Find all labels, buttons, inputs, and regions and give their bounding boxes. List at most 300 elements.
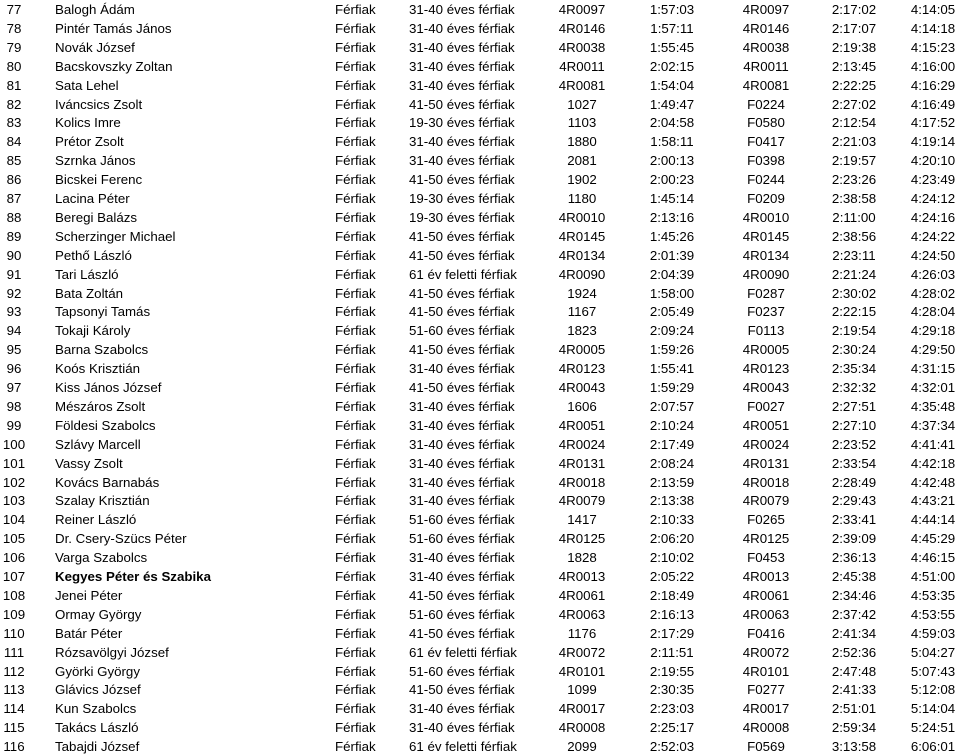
second-leg-time-cell: 2:30:02	[831, 285, 877, 301]
name-cell: Kegyes Péter és Szabika	[55, 569, 211, 584]
second-leg-time-cell: 2:29:43	[831, 493, 877, 509]
table-row	[0, 491, 960, 510]
gender-cell: Férfiak	[335, 531, 376, 547]
first-leg-time-cell: 2:06:20	[649, 531, 695, 547]
category-cell: 61 év feletti férfiak	[409, 739, 517, 755]
first-leg-id-cell: 1880	[567, 134, 597, 150]
table-row	[0, 435, 960, 454]
rank-cell: 100	[2, 436, 26, 452]
second-leg-id-cell: F0398	[747, 153, 785, 169]
first-leg-id-cell: 1027	[567, 96, 597, 112]
category-cell: 51-60 éves férfiak	[409, 663, 515, 679]
second-leg-id-cell: 4R0018	[742, 474, 790, 490]
first-leg-time-cell: 2:13:38	[649, 493, 695, 509]
total-time-cell: 4:53:55	[910, 606, 956, 622]
first-leg-id-cell: 1176	[567, 625, 597, 641]
first-leg-time-cell: 2:52:03	[649, 739, 695, 755]
first-leg-id-cell: 1606	[567, 398, 597, 414]
name-cell: Györki György	[55, 663, 140, 679]
rank-cell: 82	[6, 96, 22, 112]
first-leg-time-cell: 1:58:11	[650, 134, 694, 150]
rank-cell: 91	[6, 266, 22, 282]
second-leg-time-cell: 2:11:00	[832, 209, 876, 225]
gender-cell: Férfiak	[335, 512, 376, 528]
category-cell: 41-50 éves férfiak	[409, 172, 515, 188]
second-leg-time-cell: 2:13:45	[831, 58, 877, 74]
rank-cell: 85	[6, 153, 22, 169]
total-time-cell: 4:51:00	[910, 569, 956, 584]
category-cell: 31-40 éves férfiak	[409, 436, 515, 452]
second-leg-id-cell: 4R0008	[742, 720, 790, 736]
rank-cell: 96	[6, 361, 22, 377]
second-leg-id-cell: 4R0017	[742, 701, 790, 717]
total-time-cell: 4:41:41	[910, 436, 956, 452]
rank-cell: 104	[2, 512, 26, 528]
gender-cell: Férfiak	[335, 228, 376, 244]
first-leg-id-cell: 4R0090	[558, 266, 606, 282]
second-leg-time-cell: 2:27:02	[831, 96, 877, 112]
table-row	[0, 57, 960, 76]
first-leg-time-cell: 1:55:41	[649, 361, 695, 377]
first-leg-id-cell: 2099	[567, 739, 597, 755]
total-time-cell: 4:16:29	[910, 77, 956, 93]
category-cell: 41-50 éves férfiak	[409, 342, 515, 358]
second-leg-id-cell: 4R0011	[743, 58, 789, 74]
first-leg-id-cell: 4R0005	[558, 342, 606, 358]
name-cell: Kun Szabolcs	[55, 701, 137, 717]
second-leg-time-cell: 2:38:58	[831, 191, 877, 206]
total-time-cell: 4:24:22	[910, 228, 956, 244]
first-leg-id-cell: 4R0123	[558, 361, 606, 377]
table-row	[0, 189, 960, 208]
first-leg-id-cell: 4R0008	[558, 720, 606, 736]
first-leg-time-cell: 1:59:26	[649, 342, 695, 358]
total-time-cell: 4:19:14	[910, 134, 956, 150]
first-leg-id-cell: 1828	[567, 550, 597, 566]
name-cell: Tari László	[55, 266, 119, 282]
second-leg-id-cell: 4R0072	[742, 644, 790, 660]
first-leg-time-cell: 1:49:47	[649, 96, 695, 112]
table-row	[0, 378, 960, 397]
first-leg-time-cell: 2:11:51	[650, 644, 694, 660]
first-leg-id-cell: 4R0038	[558, 39, 606, 55]
table-row	[0, 265, 960, 284]
second-leg-id-cell: 4R0051	[742, 417, 790, 433]
category-cell: 31-40 éves férfiak	[409, 398, 515, 414]
category-cell: 31-40 éves férfiak	[409, 77, 515, 93]
gender-cell: Férfiak	[335, 58, 376, 74]
name-cell: Prétor Zsolt	[55, 134, 124, 150]
second-leg-time-cell: 2:27:10	[831, 417, 877, 433]
name-cell: Novák József	[55, 39, 135, 55]
first-leg-time-cell: 1:45:26	[649, 228, 695, 244]
rank-cell: 102	[2, 474, 26, 490]
first-leg-id-cell: 1099	[567, 682, 597, 698]
rank-cell: 110	[3, 625, 25, 641]
table-row	[0, 246, 960, 265]
name-cell: Rózsavölgyi József	[55, 644, 169, 660]
total-time-cell: 4:24:12	[910, 191, 956, 206]
first-leg-id-cell: 1103	[567, 115, 597, 131]
name-cell: Tokaji Károly	[55, 323, 131, 339]
first-leg-id-cell: 4R0125	[558, 531, 606, 547]
total-time-cell: 4:42:18	[910, 455, 956, 471]
first-leg-id-cell: 4R0013	[558, 569, 606, 584]
total-time-cell: 5:07:43	[910, 663, 956, 679]
category-cell: 31-40 éves férfiak	[409, 2, 515, 17]
rank-cell: 109	[2, 606, 26, 622]
rank-cell: 98	[6, 398, 22, 414]
table-row	[0, 397, 960, 416]
first-leg-time-cell: 1:57:11	[650, 20, 694, 36]
table-row	[0, 662, 960, 681]
total-time-cell: 4:14:05	[910, 2, 956, 17]
first-leg-time-cell: 2:25:17	[649, 720, 695, 736]
gender-cell: Férfiak	[335, 247, 376, 263]
gender-cell: Férfiak	[335, 20, 376, 36]
second-leg-id-cell: 4R0101	[742, 663, 790, 679]
first-leg-time-cell: 2:17:49	[649, 436, 695, 452]
second-leg-id-cell: 4R0097	[742, 2, 790, 17]
name-cell: Bacskovszky Zoltan	[55, 58, 173, 74]
table-row	[0, 605, 960, 624]
name-cell: Ormay György	[55, 606, 142, 622]
total-time-cell: 5:24:51	[910, 720, 956, 736]
category-cell: 41-50 éves férfiak	[409, 625, 515, 641]
rank-cell: 115	[3, 720, 25, 736]
name-cell: Tabajdi József	[55, 739, 140, 755]
name-cell: Koós Krisztián	[55, 361, 140, 377]
second-leg-time-cell: 2:23:26	[831, 172, 877, 188]
total-time-cell: 6:06:01	[910, 739, 956, 755]
category-cell: 31-40 éves férfiak	[409, 720, 515, 736]
name-cell: Iváncsics Zsolt	[55, 96, 143, 112]
category-cell: 41-50 éves férfiak	[409, 247, 515, 263]
category-cell: 19-30 éves férfiak	[409, 115, 515, 131]
first-leg-time-cell: 2:04:39	[649, 266, 695, 282]
second-leg-id-cell: 4R0125	[742, 531, 790, 547]
name-cell: Szrnka János	[55, 153, 136, 169]
second-leg-id-cell: F0417	[747, 134, 785, 150]
second-leg-time-cell: 2:17:07	[831, 20, 877, 36]
first-leg-time-cell: 2:00:13	[649, 153, 695, 169]
rank-cell: 99	[6, 417, 22, 433]
first-leg-time-cell: 2:01:39	[649, 247, 695, 263]
first-leg-time-cell: 2:16:13	[649, 606, 695, 622]
second-leg-time-cell: 2:27:51	[831, 398, 877, 414]
second-leg-id-cell: F0237	[747, 304, 785, 320]
first-leg-time-cell: 2:23:03	[649, 701, 695, 717]
table-row	[0, 624, 960, 643]
first-leg-time-cell: 1:57:03	[649, 2, 695, 17]
gender-cell: Férfiak	[335, 474, 376, 490]
rank-cell: 92	[6, 285, 22, 301]
table-row	[0, 567, 960, 586]
name-cell: Lacina Péter	[55, 191, 130, 206]
second-leg-id-cell: F0416	[747, 625, 785, 641]
gender-cell: Férfiak	[335, 39, 376, 55]
category-cell: 41-50 éves férfiak	[409, 587, 515, 603]
second-leg-time-cell: 3:13:58	[831, 739, 877, 755]
first-leg-id-cell: 1417	[567, 512, 597, 528]
first-leg-id-cell: 4R0131	[558, 455, 606, 471]
rank-cell: 87	[6, 191, 22, 206]
rank-cell: 105	[2, 531, 26, 547]
first-leg-id-cell: 4R0063	[558, 606, 606, 622]
total-time-cell: 4:46:15	[910, 550, 956, 566]
second-leg-time-cell: 2:33:54	[831, 455, 877, 471]
category-cell: 31-40 éves férfiak	[409, 361, 515, 377]
gender-cell: Férfiak	[335, 2, 376, 17]
second-leg-time-cell: 2:51:01	[831, 701, 877, 717]
category-cell: 31-40 éves férfiak	[409, 39, 515, 55]
total-time-cell: 4:44:14	[910, 512, 956, 528]
total-time-cell: 4:24:50	[910, 247, 956, 263]
first-leg-time-cell: 2:10:24	[649, 417, 695, 433]
first-leg-id-cell: 1924	[567, 285, 597, 301]
first-leg-id-cell: 4R0146	[558, 20, 606, 36]
rank-cell: 79	[6, 39, 22, 55]
first-leg-time-cell: 1:54:04	[649, 77, 695, 93]
rank-cell: 113	[3, 682, 25, 698]
gender-cell: Férfiak	[335, 134, 376, 150]
first-leg-time-cell: 2:05:22	[649, 569, 695, 584]
rank-cell: 116	[3, 739, 25, 755]
first-leg-time-cell: 1:45:14	[649, 191, 695, 206]
first-leg-time-cell: 2:07:57	[649, 398, 695, 414]
table-row	[0, 170, 960, 189]
name-cell: Bicskei Ferenc	[55, 172, 143, 188]
gender-cell: Férfiak	[335, 209, 376, 225]
gender-cell: Férfiak	[335, 625, 376, 641]
second-leg-id-cell: 4R0043	[742, 380, 790, 395]
second-leg-id-cell: F0287	[747, 285, 785, 301]
name-cell: Földesi Szabolcs	[55, 417, 156, 433]
first-leg-time-cell: 2:10:33	[649, 512, 695, 528]
first-leg-time-cell: 2:08:24	[649, 455, 695, 471]
gender-cell: Férfiak	[335, 172, 376, 188]
category-cell: 51-60 éves férfiak	[409, 323, 515, 339]
table-row	[0, 454, 960, 473]
name-cell: Barna Szabolcs	[55, 342, 149, 358]
name-cell: Batár Péter	[55, 625, 123, 641]
second-leg-time-cell: 2:30:24	[831, 342, 877, 358]
total-time-cell: 4:14:18	[910, 20, 956, 36]
name-cell: Mészáros Zsolt	[55, 398, 146, 414]
table-row	[0, 284, 960, 303]
rank-cell: 88	[6, 209, 22, 225]
first-leg-id-cell: 4R0145	[558, 228, 606, 244]
rank-cell: 78	[6, 20, 22, 36]
name-cell: Kolics Imre	[55, 115, 121, 131]
first-leg-id-cell: 4R0018	[558, 474, 606, 490]
second-leg-time-cell: 2:21:03	[831, 134, 877, 150]
second-leg-time-cell: 2:17:02	[831, 2, 877, 17]
name-cell: Glávics József	[55, 682, 141, 698]
total-time-cell: 4:16:00	[910, 58, 956, 74]
second-leg-id-cell: 4R0146	[742, 20, 790, 36]
total-time-cell: 4:20:10	[910, 153, 956, 169]
table-row	[0, 76, 960, 95]
second-leg-id-cell: 4R0145	[742, 228, 790, 244]
second-leg-id-cell: 4R0005	[742, 342, 790, 358]
rank-cell: 107	[2, 569, 26, 584]
name-cell: Pethő László	[55, 247, 132, 263]
table-row	[0, 227, 960, 246]
total-time-cell: 4:35:48	[910, 398, 956, 414]
rank-cell: 89	[6, 228, 22, 244]
total-time-cell: 4:23:49	[910, 172, 956, 188]
category-cell: 31-40 éves férfiak	[409, 550, 515, 566]
second-leg-id-cell: 4R0010	[742, 209, 790, 225]
first-leg-id-cell: 4R0081	[558, 77, 606, 93]
second-leg-id-cell: F0453	[747, 550, 785, 566]
first-leg-id-cell: 4R0051	[558, 417, 606, 433]
second-leg-time-cell: 2:23:11	[832, 247, 876, 263]
category-cell: 41-50 éves férfiak	[409, 380, 515, 395]
second-leg-id-cell: 4R0123	[742, 361, 790, 377]
second-leg-id-cell: 4R0090	[742, 266, 790, 282]
total-time-cell: 4:16:49	[910, 96, 956, 112]
table-row	[0, 416, 960, 435]
category-cell: 51-60 éves férfiak	[409, 531, 515, 547]
table-row	[0, 473, 960, 492]
total-time-cell: 4:43:21	[910, 493, 956, 509]
second-leg-time-cell: 2:41:33	[831, 682, 877, 698]
total-time-cell: 4:26:03	[910, 266, 956, 282]
name-cell: Pintér Tamás János	[55, 20, 172, 36]
table-row	[0, 737, 960, 756]
name-cell: Bata Zoltán	[55, 285, 124, 301]
second-leg-time-cell: 2:32:32	[831, 380, 877, 395]
rank-cell: 93	[6, 304, 22, 320]
total-time-cell: 4:28:02	[910, 285, 956, 301]
rank-cell: 112	[3, 663, 25, 679]
name-cell: Vassy Zsolt	[55, 455, 123, 471]
gender-cell: Férfiak	[335, 285, 376, 301]
rank-cell: 106	[2, 550, 26, 566]
second-leg-time-cell: 2:22:25	[831, 77, 877, 93]
name-cell: Tapsonyi Tamás	[55, 304, 151, 320]
second-leg-id-cell: F0277	[747, 682, 785, 698]
second-leg-id-cell: F0224	[747, 96, 785, 112]
first-leg-time-cell: 1:55:45	[649, 39, 695, 55]
first-leg-time-cell: 2:13:16	[649, 209, 695, 225]
rank-cell: 80	[6, 58, 22, 74]
category-cell: 31-40 éves férfiak	[409, 58, 515, 74]
gender-cell: Férfiak	[335, 417, 376, 433]
second-leg-time-cell: 2:19:57	[831, 153, 877, 169]
first-leg-id-cell: 2081	[567, 153, 597, 169]
rank-cell: 101	[2, 455, 26, 471]
rank-cell: 83	[6, 115, 22, 131]
second-leg-time-cell: 2:39:09	[831, 531, 877, 547]
second-leg-id-cell: 4R0063	[742, 606, 790, 622]
first-leg-id-cell: 4R0072	[558, 644, 606, 660]
gender-cell: Férfiak	[335, 739, 376, 755]
second-leg-time-cell: 2:35:34	[831, 361, 877, 377]
second-leg-time-cell: 2:41:34	[831, 625, 877, 641]
first-leg-time-cell: 2:09:24	[649, 323, 695, 339]
first-leg-time-cell: 2:30:35	[649, 682, 695, 698]
gender-cell: Férfiak	[335, 569, 376, 584]
rank-cell: 77	[6, 2, 22, 17]
gender-cell: Férfiak	[335, 77, 376, 93]
rank-cell: 108	[2, 587, 26, 603]
second-leg-time-cell: 2:33:41	[831, 512, 877, 528]
name-cell: Balogh Ádám	[55, 2, 135, 17]
second-leg-time-cell: 2:36:13	[831, 550, 877, 566]
gender-cell: Férfiak	[335, 663, 376, 679]
gender-cell: Férfiak	[335, 115, 376, 131]
first-leg-time-cell: 2:19:55	[649, 663, 695, 679]
gender-cell: Férfiak	[335, 550, 376, 566]
second-leg-id-cell: F0113	[747, 323, 785, 339]
name-cell: Beregi Balázs	[55, 209, 138, 225]
table-row	[0, 19, 960, 38]
category-cell: 51-60 éves férfiak	[409, 512, 515, 528]
first-leg-id-cell: 4R0017	[558, 701, 606, 717]
second-leg-id-cell: 4R0081	[742, 77, 790, 93]
first-leg-time-cell: 2:17:29	[649, 625, 695, 641]
category-cell: 19-30 éves férfiak	[409, 191, 515, 206]
category-cell: 41-50 éves férfiak	[409, 285, 515, 301]
name-cell: Szalay Krisztián	[55, 493, 150, 509]
gender-cell: Férfiak	[335, 191, 376, 206]
category-cell: 41-50 éves férfiak	[409, 304, 515, 320]
total-time-cell: 4:59:03	[910, 625, 956, 641]
gender-cell: Férfiak	[335, 606, 376, 622]
gender-cell: Férfiak	[335, 304, 376, 320]
first-leg-id-cell: 4R0134	[558, 247, 606, 263]
name-cell: Kovács Barnabás	[55, 474, 160, 490]
name-cell: Szlávy Marcell	[55, 436, 141, 452]
total-time-cell: 5:14:04	[910, 701, 956, 717]
total-time-cell: 4:32:01	[910, 380, 956, 395]
first-leg-id-cell: 4R0101	[558, 663, 606, 679]
rank-cell: 84	[6, 134, 22, 150]
second-leg-id-cell: F0209	[747, 191, 785, 206]
first-leg-time-cell: 1:58:00	[649, 285, 695, 301]
second-leg-time-cell: 2:19:54	[831, 323, 877, 339]
category-cell: 51-60 éves férfiak	[409, 606, 515, 622]
total-time-cell: 4:53:35	[910, 587, 956, 603]
gender-cell: Férfiak	[335, 682, 376, 698]
rank-cell: 81	[6, 77, 22, 93]
second-leg-id-cell: F0027	[747, 398, 785, 414]
category-cell: 31-40 éves férfiak	[409, 701, 515, 717]
first-leg-id-cell: 4R0043	[558, 380, 606, 395]
second-leg-time-cell: 2:34:46	[831, 587, 877, 603]
first-leg-id-cell: 4R0011	[559, 58, 605, 74]
first-leg-id-cell: 4R0010	[558, 209, 606, 225]
total-time-cell: 4:37:34	[910, 417, 956, 433]
total-time-cell: 5:04:27	[910, 644, 956, 660]
gender-cell: Férfiak	[335, 153, 376, 169]
first-leg-time-cell: 2:04:58	[649, 115, 695, 131]
category-cell: 31-40 éves férfiak	[409, 153, 515, 169]
table-row	[0, 643, 960, 662]
first-leg-time-cell: 2:10:02	[649, 550, 695, 566]
first-leg-id-cell: 4R0097	[558, 2, 606, 17]
second-leg-id-cell: F0244	[747, 172, 785, 188]
name-cell: Kiss János József	[55, 380, 162, 395]
second-leg-time-cell: 2:23:52	[831, 436, 877, 452]
category-cell: 61 év feletti férfiak	[409, 266, 517, 282]
gender-cell: Férfiak	[335, 380, 376, 395]
table-row	[0, 680, 960, 699]
first-leg-time-cell: 2:18:49	[649, 587, 695, 603]
